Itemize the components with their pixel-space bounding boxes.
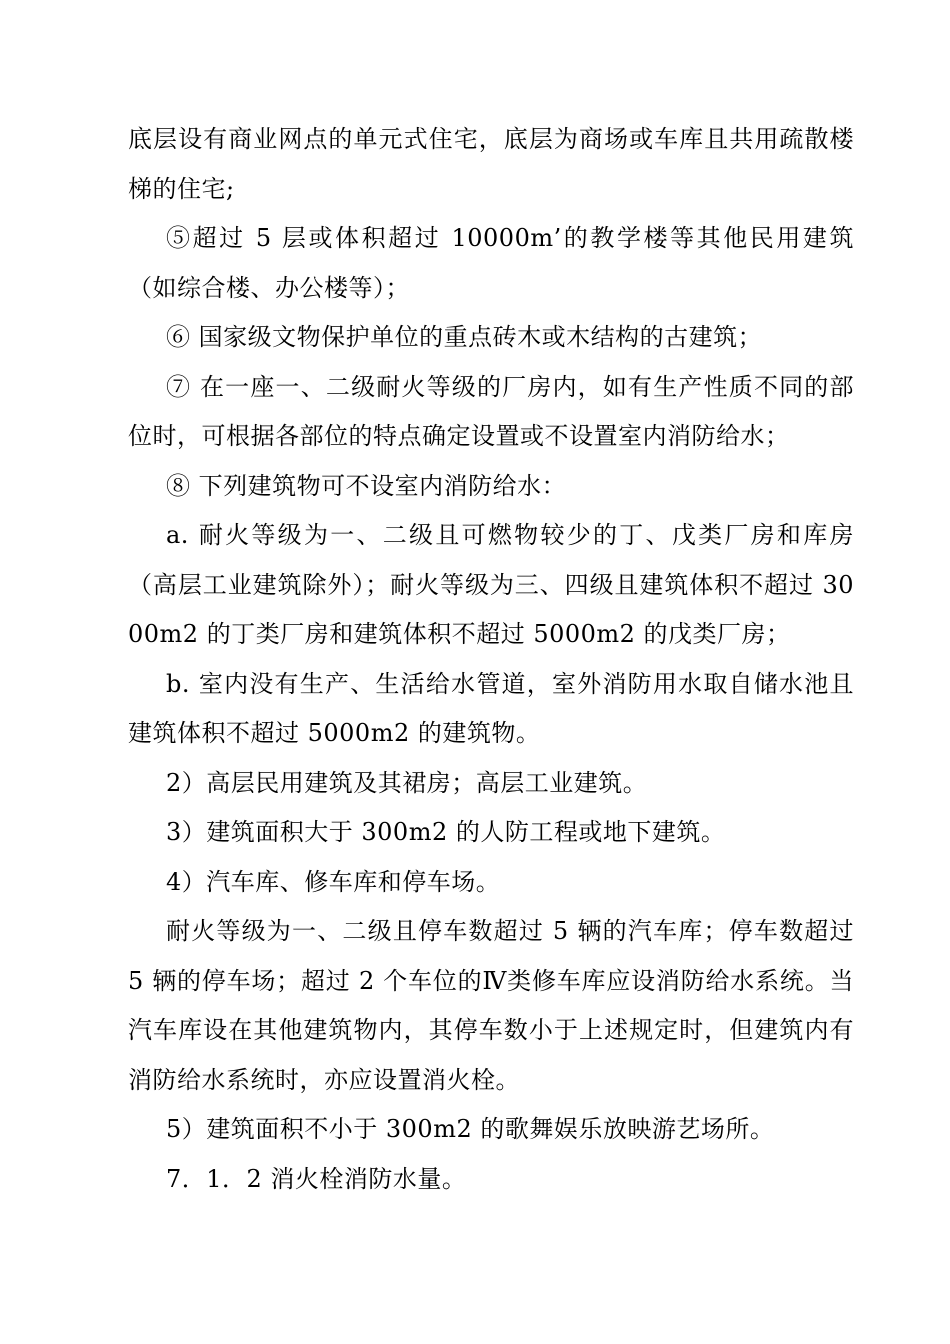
paragraph-residential-continued: 底层设有商业网点的单元式住宅，底层为商场或车库且共用疏散楼梯的住宅; bbox=[128, 125, 854, 203]
paragraph-item-8: ⑧ 下列建筑物可不设室内消防给水： bbox=[166, 471, 567, 500]
paragraph-item-5: ⑤超过 5 层或体积超过 10000m’的教学楼等其他民用建筑（如综合楼、办公楼等）； bbox=[128, 224, 854, 302]
paragraph-item-8a: a. 耐火等级为一、二级且可燃物较少的丁、戊类厂房和库房（高层工业建筑除外）；耐火等级为三、四级且建筑体积不超过 3000m2 的丁类厂房和建筑体积不超过 5000m2 的戊类厂房； bbox=[128, 521, 854, 648]
paragraph-item-2: 2）高层民用建筑及其裙房；高层工业建筑。 bbox=[166, 768, 648, 797]
paragraph-garage-rules: 耐火等级为一、二级且停车数超过 5 辆的汽车库；停车数超过 5 辆的停车场；超过 2 个车位的Ⅳ类修车库应设消防给水系统。当汽车库设在其他建筑物内，其停车数小于上述规定时，但建筑内有消防给水系统时，亦应设置消火栓。 bbox=[128, 917, 854, 1094]
paragraph-item-4: 4）汽车库、修车库和停车场。 bbox=[166, 867, 501, 896]
paragraph-item-5-entertainment: 5）建筑面积不小于 300m2 的歌舞娱乐放映游艺场所。 bbox=[166, 1115, 775, 1143]
paragraph-item-6: ⑥ 国家级文物保护单位的重点砖木或木结构的古建筑； bbox=[166, 323, 763, 351]
document-page bbox=[128, 115, 854, 1204]
paragraph-item-8b: b. 室内没有生产、生活给水管道，室外消防用水取自储水池且建筑体积不超过 5000m2 的建筑物。 bbox=[128, 669, 854, 747]
section-heading-7-1-2: 7．1．2 消火栓消防水量。 bbox=[166, 1164, 467, 1193]
paragraph-item-7: ⑦ 在一座一、二级耐火等级的厂房内，如有生产性质不同的部位时，可根据各部位的特点确定设置或不设置室内消防给水； bbox=[128, 372, 854, 450]
paragraph-item-3: 3）建筑面积大于 300m2 的人防工程或地下建筑。 bbox=[166, 818, 726, 846]
